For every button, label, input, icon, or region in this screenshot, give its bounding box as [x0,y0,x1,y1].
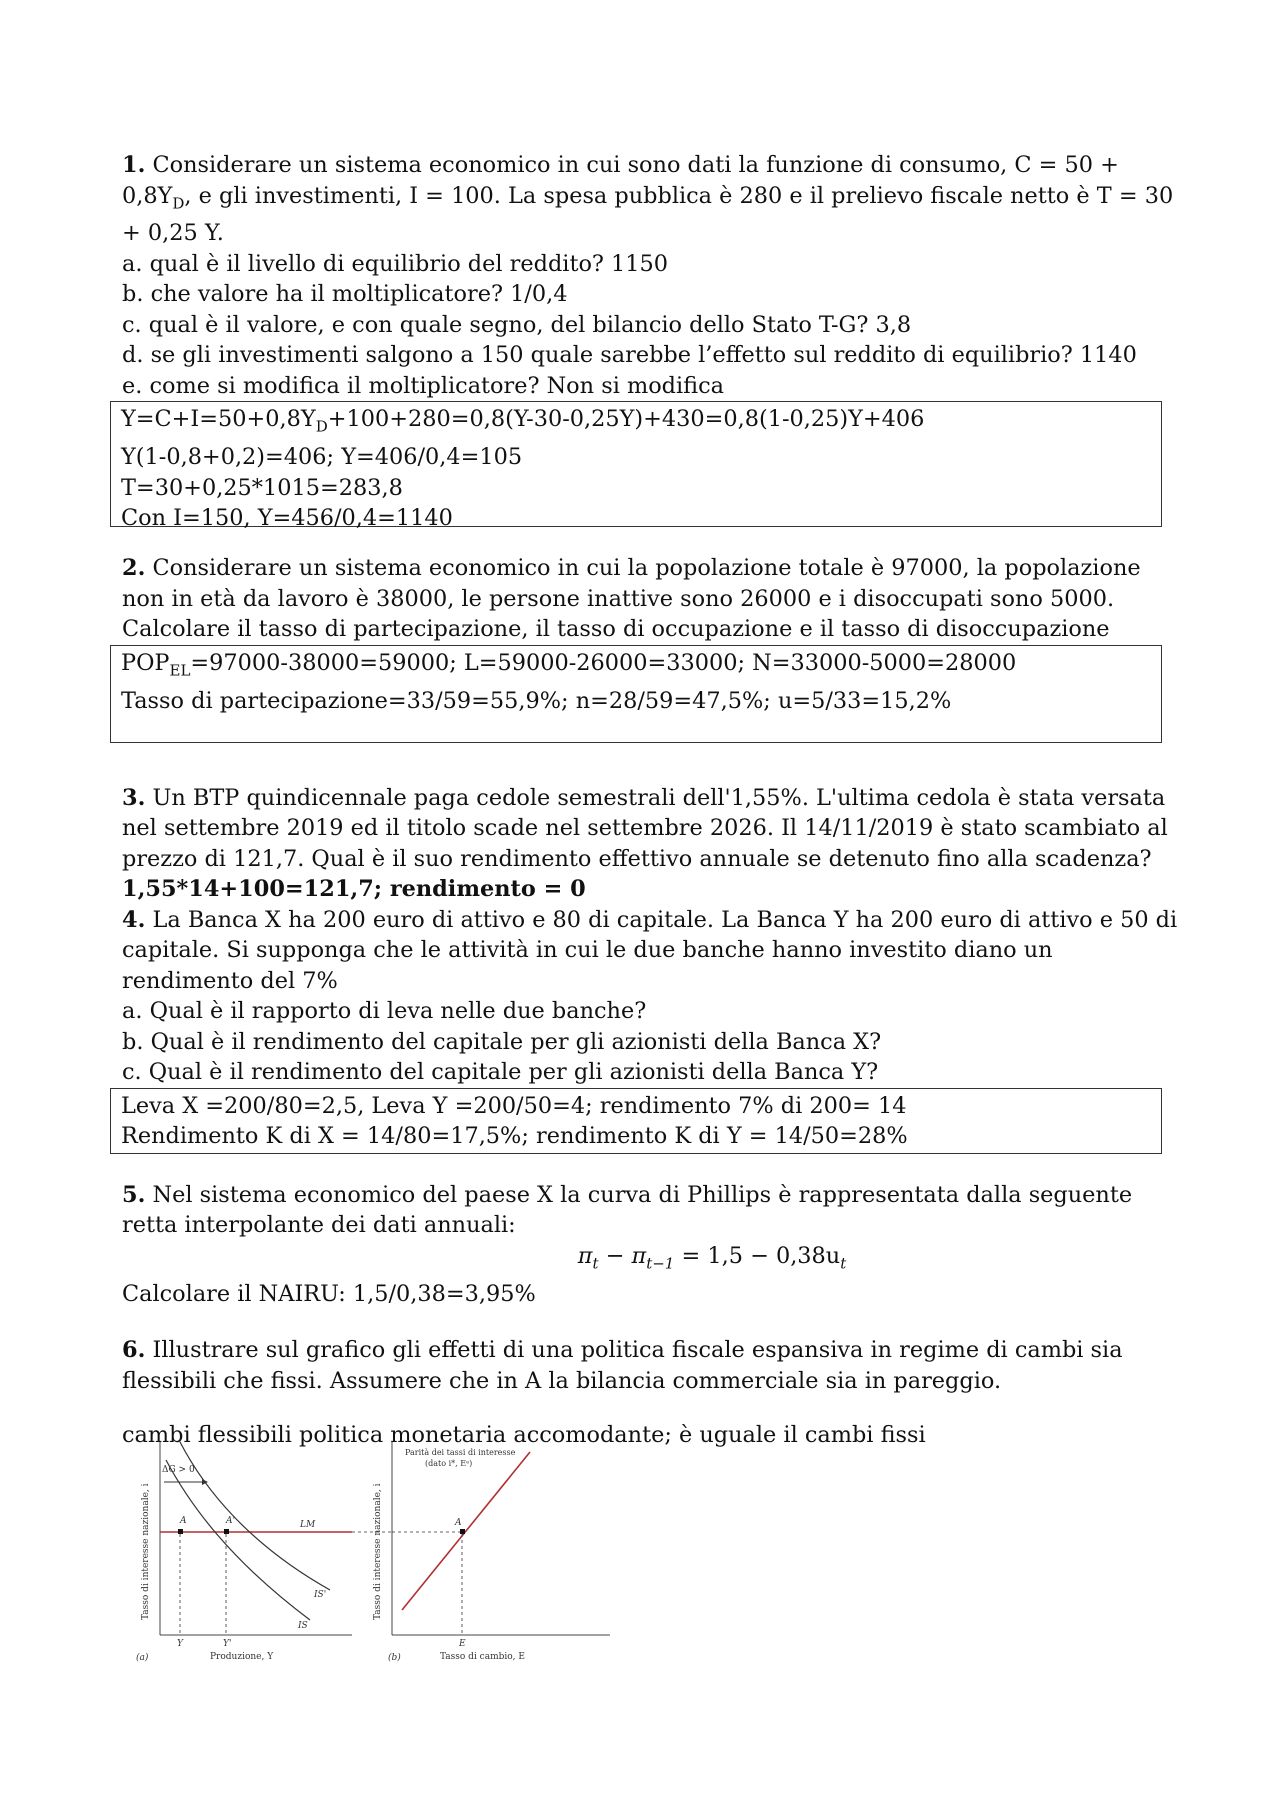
spacer [122,1396,1182,1420]
spacer [122,743,1182,783]
answer-line: Tasso di partecipazione=33/59=55,9%; n=28/59=47,5%; u=5/33=15,2% [121,687,952,714]
question-number: 3. [122,784,146,811]
answer-line: T=30+0,25*1015=283,8 [121,474,403,501]
question-item: a. Qual è il rapporto di leva nelle due banche? [122,998,647,1025]
question-item: b. che valore ha il moltiplicatore? 1/0,4 [122,281,568,308]
question-number: 1. [122,152,146,178]
tick-e: E [459,1639,466,1649]
spacer [122,1154,1182,1180]
answer-line: Y(1-0,8+0,2)=406; Y=406/0,4=105 [121,444,523,471]
lm-label: LM [300,1520,316,1530]
question-number: 6. [122,1337,146,1364]
point-a-prime-label: A' [226,1516,235,1526]
question-1: 1. Considerare un sistema economico in cui sono dati la funzione di consumo, $C = 50 + 0,8Y_D$, e gli investimenti, I = 100. La spesa pubblica è 280 e il prelievo fiscale netto è T = 30 + 0,25 Y. [122,152,1174,247]
ylabel-a: Tasso di interesse nazionale, i [141,1483,151,1620]
question-number: 2. [122,555,146,582]
question-item: b. Qual è il rendimento del capitale per gli azionisti della Banca X? [122,1028,882,1055]
charts-figure [130,1430,630,1674]
phillips-formula: $\pi_t - \pi_{t-1} = 1,5 - 0,38u_t$ [577,1242,847,1273]
ylabel-b: Tasso di interesse nazionale, i [373,1483,383,1620]
answer-box-4 [110,1088,1162,1154]
delta-g-annotation: ΔG > 0 [162,1465,195,1475]
tick-y: Y [177,1639,183,1649]
parity-title-2: (dato i*, Eᵉ) [425,1459,473,1468]
question-number: 4. [122,906,146,933]
point-a-label: A [180,1516,187,1526]
answer-text: cambi flessibili politica monetaria accomodante; è uguale il cambi fissi [122,1422,926,1449]
question-item: e. come si modifica il moltiplicatore? Non si modifica [122,372,724,399]
question-item: c. Qual è il rendimento del capitale per gli azionisti della Banca Y? [122,1059,879,1086]
is-prime-label: IS' [314,1590,327,1600]
point-a-b-label: A [455,1518,462,1528]
question-2: 2. Considerare un sistema economico in cui la popolazione totale è 97000, la popolazione non in età da lavoro è 38000, le persone inattive sono 26000 e i disoccupati sono 5000. Calcolare il tasso di partecipazione, il tasso di occupazione e il tasso di disoccupazione [122,555,1141,643]
answer-box-2 [110,645,1162,743]
answer-line: Rendimento K di X = 14/80=17,5%; rendimento K di Y = 14/50=28% [121,1123,908,1150]
spacer [122,1309,1182,1335]
is-curve [166,1460,310,1620]
answer-line: $Y=C+I=50+0,8Y_D+100+280=0,8(Y-30-0,25Y)+430=0,8(1-0,25)Y+406$ [121,406,925,436]
parity-title-1: Parità dei tassi di interesse [405,1448,516,1457]
shift-arrowhead [202,1479,208,1485]
is-label: IS [298,1621,308,1631]
question-item: a. qual è il livello di equilibrio del reddito? 1150 [122,250,669,277]
point-a [178,1529,183,1534]
question-6: 6. Illustrare sul grafico gli effetti di una politica fiscale espansiva in regime di cambi sia flessibili che fissi. Assumere che in A la bilancia commerciale sia in pareggio. [122,1337,1123,1394]
point-a-b [460,1529,465,1534]
answer-text: Calcolare il NAIRU: 1,5/0,38=3,95% [122,1280,536,1307]
panel-label-b: (b) [388,1653,401,1663]
answer-line: $POP_{EL}=97000-38000=59000$; L=59000-26000=33000; N=33000-5000=28000 [121,649,1017,680]
question-5: 5. Nel sistema economico del paese X la curva di Phillips è rappresentata dalla seguente retta interpolante dei dati annuali: [122,1181,1133,1239]
question-item: d. se gli investimenti salgono a 150 quale sarebbe l’effetto sul reddito di equilibrio? 1140 [122,342,1137,369]
panel-label-a: (a) [136,1653,149,1663]
parity-line [402,1452,530,1610]
answer-box-1 [110,401,1162,532]
answer-line: Leva X =200/80=2,5, Leva Y =200/50=4; rendimento 7% di 200= 14 [121,1092,907,1119]
question-number: 5. [122,1181,146,1208]
answer-line: Con I=150, Y=456/0,4=1140 [121,505,453,532]
xlabel-a: Produzione, Y [210,1652,274,1662]
tick-y-prime: Y' [223,1639,232,1649]
is-lm-charts-svg [130,1430,630,1670]
question-item: c. qual è il valore, e con quale segno, del bilancio dello Stato T-G? 3,8 [122,311,912,338]
answer-text: 1,55*14+100=121,7; rendimento = 0 [122,876,586,903]
question-4: 4. La Banca X ha 200 euro di attivo e 80 di capitale. La Banca Y ha 200 euro di attivo e 50 di capitale. Si supponga che le attività in cui le due banche hanno investito diano un rendimento del 7% [122,906,1178,994]
document-page [122,150,1182,1451]
xlabel-b: Tasso di cambio, E [440,1652,525,1662]
point-a-prime [224,1529,229,1534]
question-3: 3. Un BTP quindicennale paga cedole semestrali dell'1,55%. L'ultima cedola è stata versata nel settembre 2019 ed il titolo scade nel settembre 2026. Il 14/11/2019 è stato scambiato al prezzo di 121,7. Qual è il suo rendimento effettivo annuale se detenuto fino alla scadenza? [122,784,1168,872]
